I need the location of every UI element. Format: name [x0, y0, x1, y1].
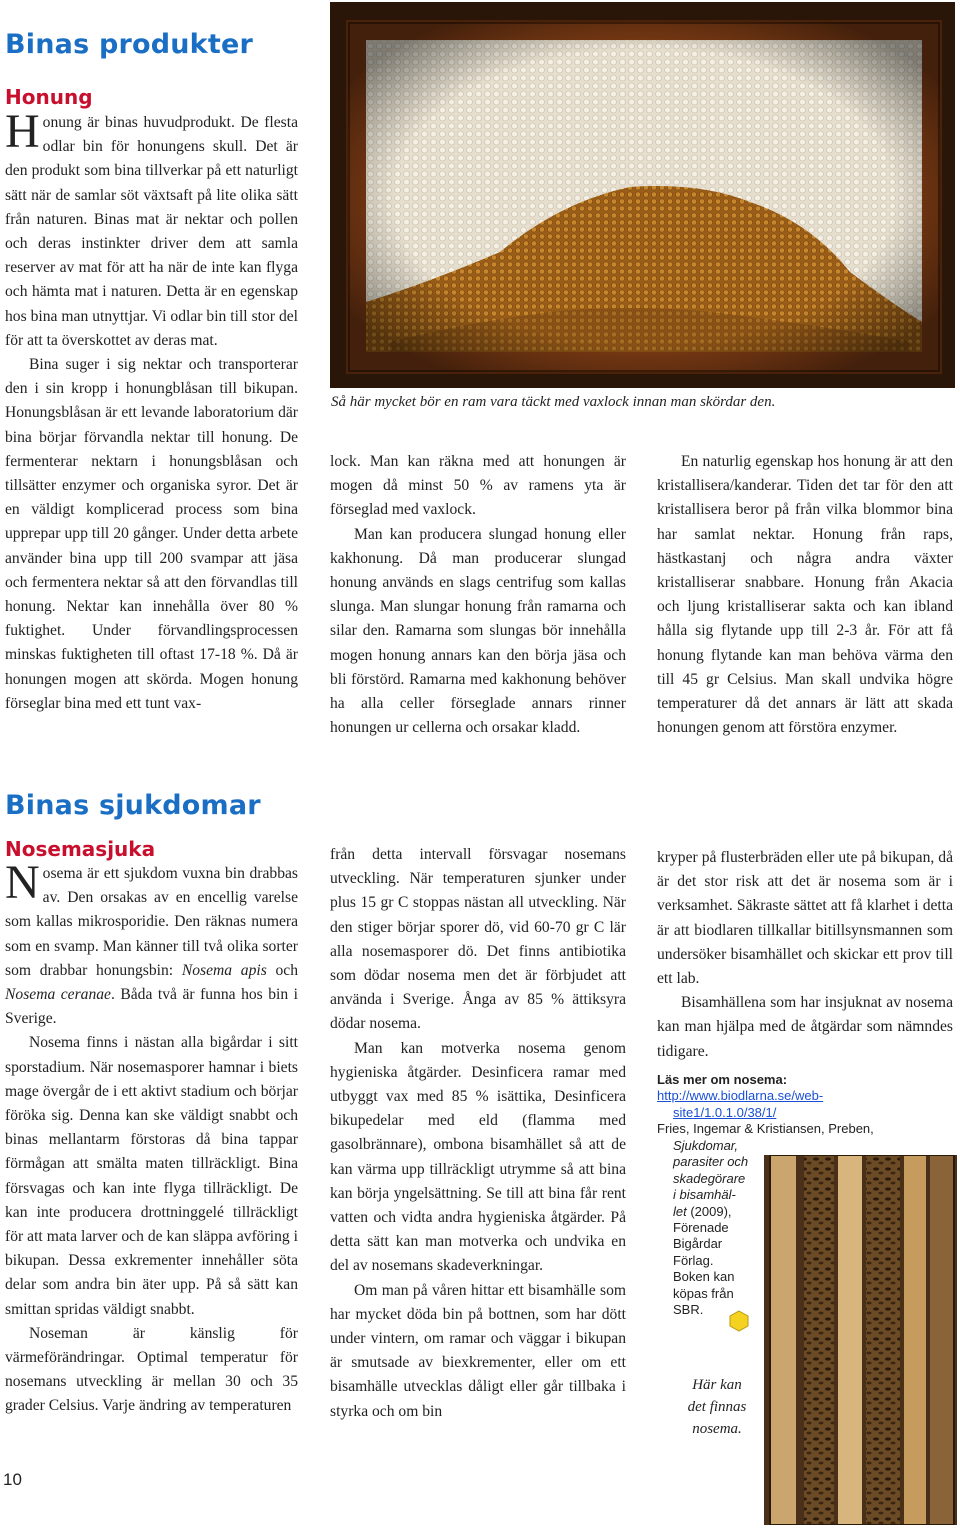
nosema-col3-p1: kryper på flusterbräden eller ute på bikupan, då är det stor risk att det är nosema som är i verksamhet. Säkraste sättet att få klarhet i detta är att biodlaren tillkallar bitillsynsmannen som undersöker bisamhället och skickar ett prov till ett lab. [657, 849, 953, 988]
nosema-col1-p1a: osema är ett sjukdom vuxna bin drabbas av. Den orsakas av en encellig varelse som kallas mikrosporidie. Den räknas numera som en svamp. Man känner till två olika sorter som drabbar honungsbin: [5, 865, 298, 979]
section-title-diseases: Binas sjukdomar [5, 790, 261, 821]
dropcap-h: H [5, 105, 40, 158]
honey-column-2 [330, 450, 626, 740]
caption-line: Här kan [692, 1377, 742, 1393]
book-title-line: skadegörare [673, 1170, 746, 1186]
book-title-line: let [673, 1203, 687, 1219]
book-title-line: Sjukdomar, [673, 1138, 739, 1153]
honey-col1-p2: Bina suger i sig nektar och transporterar den i sin kropp i honungblåsan till bikupan. Honungsblåsan är ett levande laboratorium där bina börjar förvandla nektar till honung. De fermenterar nektarn i honungsblåsan och tillsätter enzymer och organiska syror. Det är en väldigt komplicerad process som bina upprepar upp till 20 gånger. Under detta arbete använder bina upp till 200 svampar att jäsa och fermentera nektar så att den förvandlas till honung. Nektar kan innehålla över 80 % fuktighet. Under förvandlingsprocessen minskas fuktigheten till oftast 17-18 %. Då är honungen mogen att skörda. Mogen honung förseglar bina med ett tunt vax- [5, 356, 298, 712]
nosema-col2-p3: Om man på våren hittar ett bisamhälle som har mycket döda bin på bottnen, som har dött under vintern, om ramar och väggar i bikupan är smutsade av biexkrementer, eller om ett bisamhälle utvecklas dåligt eller går tillbaka i styrka och om bin [330, 1281, 626, 1420]
honeycomb-frame-photo [330, 2, 955, 388]
link-line-1: http://www.biodlarna.se/web- [657, 1088, 824, 1104]
nosema-col1-p3: Noseman är känslig för värmeförändringar. Optimal temperatur för nosemans utveckling är mellan 30 och 35 grader Celsius. Varje ändring av temperaturen [5, 1324, 298, 1415]
nosema-col1-p2: Nosema finns i nästan alla bigårdar i sitt sporstadium. När nosemasporer hamnar i biets mage övergår de i ett aktivt stadium och börjar föröka sig. Denna kan ske väldigt snabbt och binas mellantarm förstoras då bina tappar förmågan att smälta maten tillräckligt. Bina försvagas och kan inte flyga tillräckligt. De kan inte producera drottninggelé tillräckligt för att mata larver och de kan släppa avföring i bikupan. Dessa exkrementer innehåller söta delar som andra bin äter upp. På så sätt kan smittan spridas väldigt snabbt. [5, 1034, 298, 1318]
honey-column-1 [5, 105, 298, 716]
book-availability-line: köpas från [673, 1285, 734, 1301]
nosema-column-1 [5, 856, 298, 1419]
honeycomb-photo-caption: Så här mycket bör en ram vara täckt med vaxlock innan man skördar den. [331, 394, 776, 410]
book-publisher-line: Förenade [673, 1220, 729, 1236]
nosema-col2-p2: Man kan motverka nosema genom hygieniska åtgärder. Desinficera ramar med utbyggt vax med 85 % isättika, Desinficera bikupedelar med eld (flamma med gasolbrännare), ombona bisamhället så att de kan värma upp tillräckligt utrymme så att bina kan börja yngelsättning. Se till att bina får rent vatten och vidta andra hygieniska åtgärder. På detta sätt kan man motverka och undvika en del av nosemans skadeverkningar. [330, 1039, 626, 1275]
honey-column-3 [657, 450, 953, 740]
book-year: (2009), [686, 1203, 732, 1219]
nosema-column-2 [330, 843, 626, 1424]
honey-col3-p1: En naturlig egenskap hos honung är att den kristallisera/kanderar. Tiden det tar för den att kristallisera beror på från vilka blommor bina har samlat nektar. Honung från raps, hästkastanj och några andra växter kristalliserar snabbare. Honung från Akacia och ljung kristalliserar sakta och kan ibland hålla sig flytande upp till 2-3 år. För att få honung flytande kan man behöva värma den till 45 gr Celsius. Man skall undvika högre temperaturer då det annars är lätt att skada honungen genom att förstöra enzymer. [657, 453, 953, 737]
species-nosema-ceranae: Nosema ceranae [5, 986, 111, 1004]
book-title-line: parasiter och [673, 1154, 749, 1170]
book-availability-line: SBR. [673, 1302, 704, 1318]
book-title [673, 1138, 773, 1220]
biodlarna-link[interactable] [657, 1088, 823, 1119]
link-line-2: site1/1.0.1.0/38/1/ [673, 1104, 777, 1120]
reference-authors: Fries, Ingemar & Kristiansen, Preben, [657, 1121, 874, 1137]
book-reference [673, 1138, 773, 1318]
subtitle-honey: Honung [5, 85, 93, 109]
subtitle-nosema: Nosemasjuka [5, 837, 156, 861]
book-publisher-line: Bigårdar [673, 1236, 723, 1252]
species-nosema-apis: Nosema apis [181, 961, 267, 979]
nosema-col1-p1b: . Båda två är funna hos bin i Sverige. [5, 986, 298, 1028]
dropcap-n: N [5, 856, 40, 909]
nosema-col1-and: och [266, 961, 298, 979]
book-availability-line: Boken kan [673, 1269, 735, 1285]
page-number: 10 [3, 1470, 22, 1489]
book-title-line: i bisamhäl- [673, 1187, 736, 1203]
nosema-col3-p2: Bisamhällena som har insjuknat av nosema kan man hjälpa med de åtgärdar som nämndes tidigare. [657, 994, 953, 1060]
honey-col2-p1: lock. Man kan räkna med att honungen är mogen då minst 50 % av ramens yta är förseglad med vaxlock. [330, 453, 626, 519]
further-reading-box [657, 1072, 917, 1138]
hexagon-endmark-icon [728, 1310, 750, 1332]
further-reading-heading: Läs mer om nosema: [657, 1072, 788, 1087]
caption-line: det finnas [687, 1399, 747, 1415]
honey-col1-p1: onung är binas huvudprodukt. De flesta odlar bin för honungens skull. Det är den produkt som bina tillverkar på ett naturligt sätt när de samlar söt växtsaft på lite olika sätt från naturen. Binas mat är nektar och pollen och deras instinkter driver dem att samla reserver av mat för att ha när de inte kan flyga och hämta mat i naturen. Detta är en egenskap hos bina man utnyttjar. Vi odlar bin till stor del för att ta överskottet av deras mat. [5, 114, 298, 349]
book-publisher-line: Förlag. [673, 1252, 714, 1268]
nosema-column-3 [657, 846, 953, 1064]
honey-col2-p2: Man kan producera slungad honung eller kakhonung. Då man producerar slungad honung används en slags centrifug som kallas slunga. Man slungar honung från ramarna och silar den. Ramarna som slungas bör innehålla mogen honung annars kan den börja jäsa och bli förstörd. Ramarna med kakhonung behöver ha alla celler förseglade annars rinner honungen ur cellerna och orsakar kladd. [330, 525, 626, 737]
caption-line: nosema. [692, 1421, 742, 1437]
bee-photo-caption [667, 1374, 767, 1440]
section-title-products: Binas produkter [5, 29, 253, 60]
bee-frames-photo [764, 1155, 957, 1525]
nosema-col2-p1: från detta intervall försvagar nosemans utveckling. När temperaturen sjunker under plus 15 gr C stoppas nästan all utveckling. När den stiger börjar sporer dö, vid 60-70 gr C lär alla nosemasporer dö. Det finns antibiotika som dödar nosema men det är förbjudet att använda i Sverige. Ånga av 85 % ättiksyra dödar nosema. [330, 846, 626, 1033]
